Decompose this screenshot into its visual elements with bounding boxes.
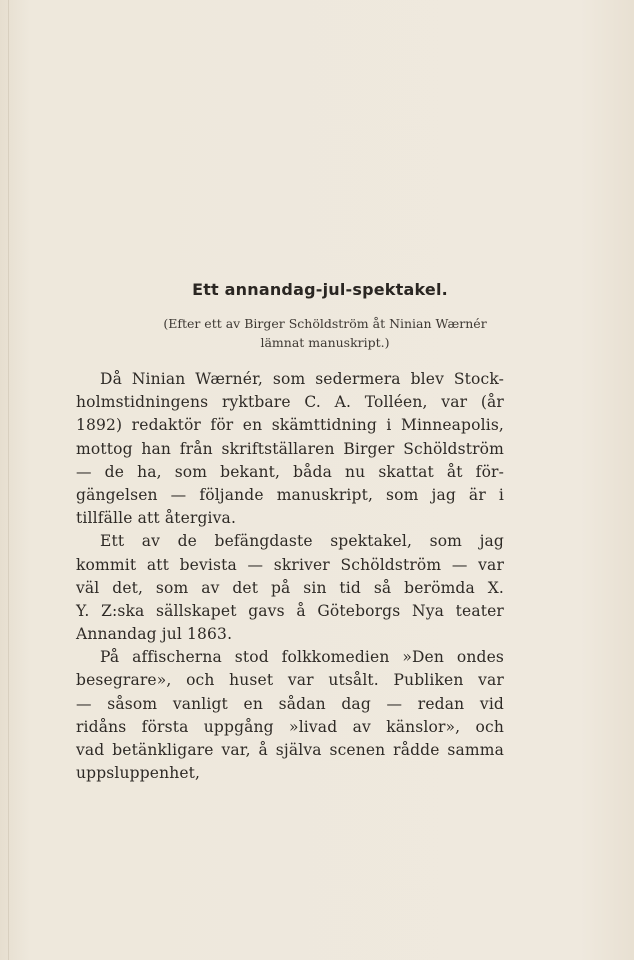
chapter-title: Ett annandag-jul-spektakel.	[192, 280, 448, 299]
text-line: På affischerna stod folkkomedien »Den ondes	[100, 648, 504, 667]
page-edge	[8, 0, 9, 960]
text-line: holmstidningens ryktbare C. A. Tolléen, var (år	[76, 393, 504, 412]
text-line: mottog han från skriftställaren Birger Schöldström	[76, 439, 504, 458]
text-line: Ett av de befängdaste spektakel, som jag	[100, 532, 504, 551]
subtitle-line: (Efter ett av Birger Schöldström åt Ninian Wærnér	[163, 316, 487, 331]
text-line: kommit att bevista — skriver Schöldström — var	[76, 555, 504, 574]
chapter-subtitle	[120, 314, 530, 352]
text-line: tillfälle att återgiva.	[76, 509, 237, 528]
text-line: 1892) redaktör för en skämttidning i Minneapolis,	[76, 416, 504, 435]
text-line: vad betänkligare var, å själva scenen rådde samma	[76, 741, 504, 759]
body-text	[76, 368, 504, 785]
text-line: väl det, som av det på sin tid så berömda X.	[76, 578, 504, 597]
text-line: uppsluppenhet,	[76, 764, 201, 783]
subtitle-line: lämnat manuskript.)	[260, 335, 390, 350]
text-line: Y. Z:ska sällskapet gavs å Göteborgs Nya teater	[76, 601, 504, 620]
text-line: Då Ninian Wærnér, som sedermera blev Stock-	[100, 370, 504, 388]
text-line: — de ha, som bekant, båda nu skattat åt för-	[76, 462, 504, 481]
text-line: besegrare», och huset var utsålt. Publiken var	[76, 671, 504, 690]
text-line: gängelsen — följande manuskript, som jag är i	[76, 485, 504, 504]
text-line: Annandag jul 1863.	[76, 625, 233, 644]
text-line: ridåns första uppgång »livad av känslor», och	[76, 717, 504, 736]
text-line: — såsom vanligt en sådan dag — redan vid	[76, 694, 504, 713]
